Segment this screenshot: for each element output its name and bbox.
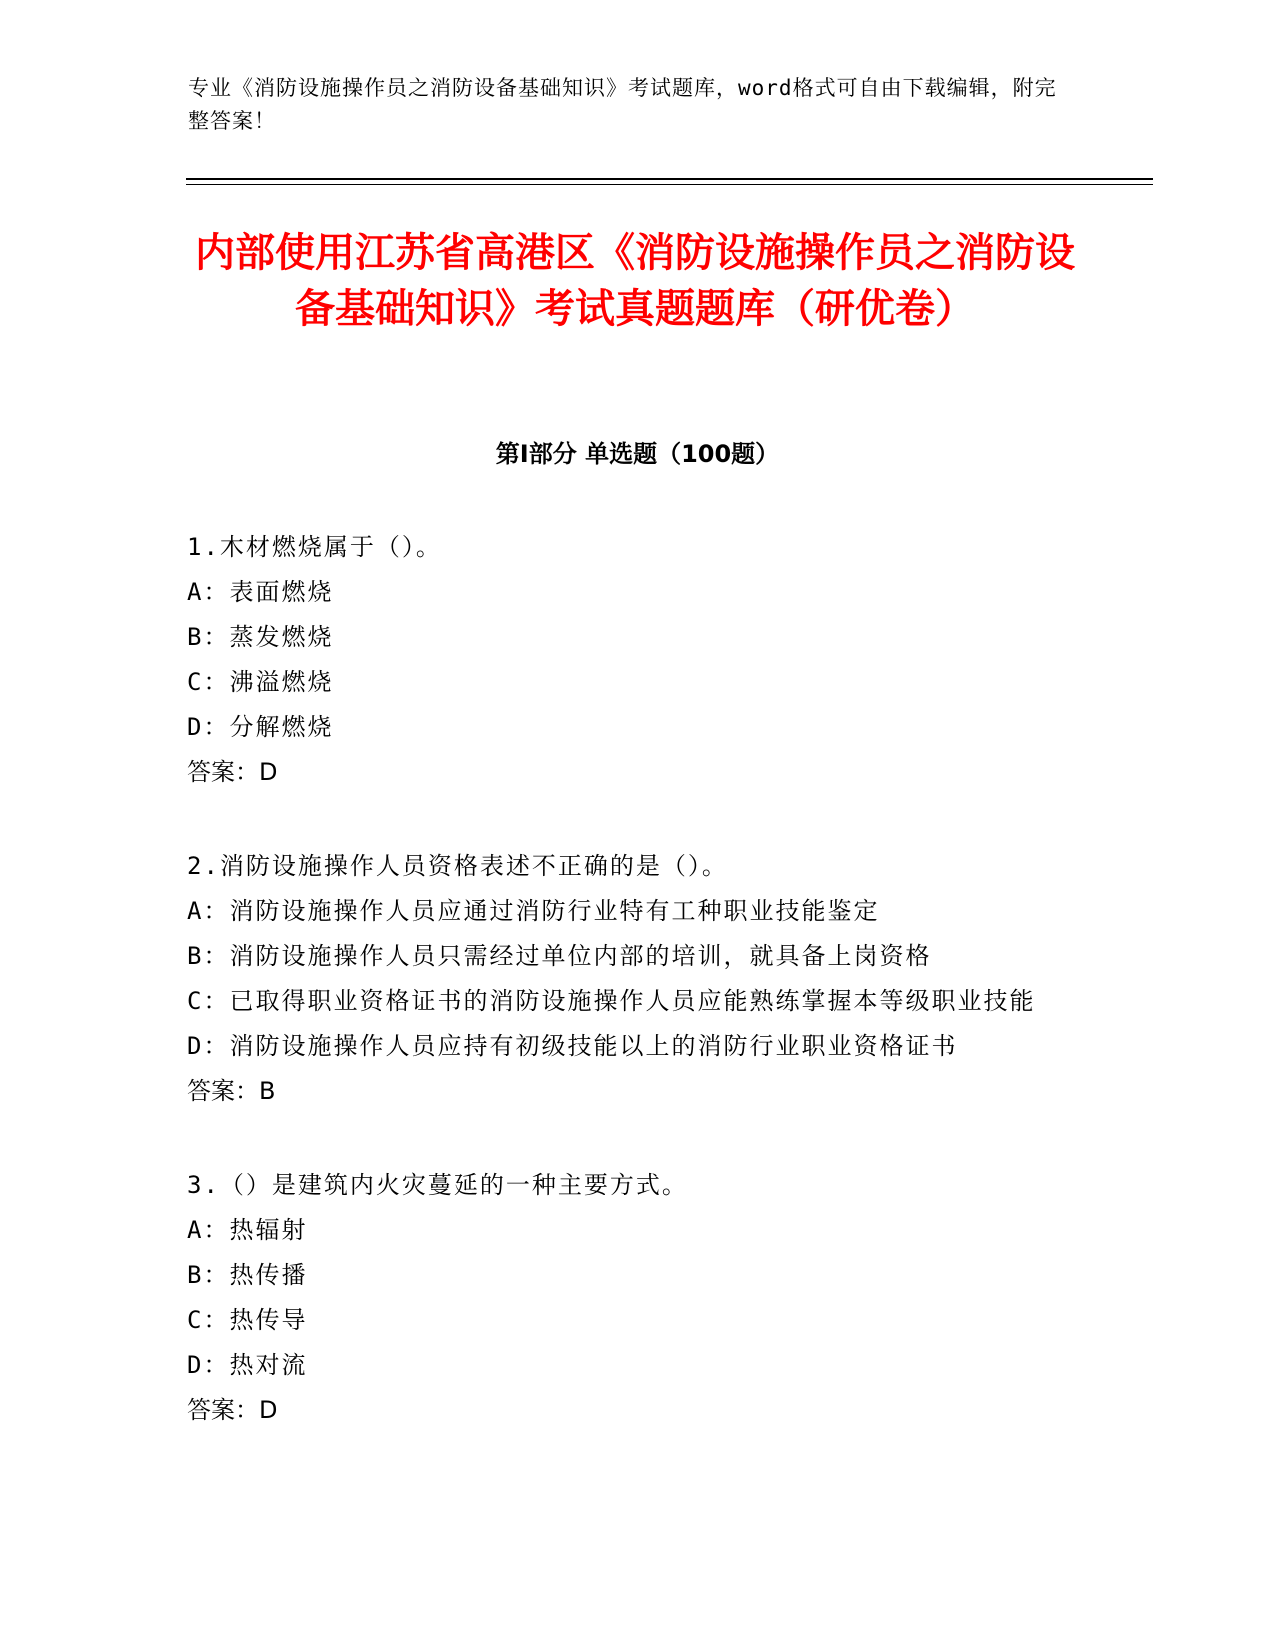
- question-stem: 1.木材燃烧属于（）。: [187, 533, 442, 561]
- option-d: D：分解燃烧: [187, 713, 334, 741]
- option-c: C：沸溢燃烧: [187, 668, 334, 696]
- question-3: [187, 1163, 1077, 1433]
- option-d: D：热对流: [187, 1351, 308, 1379]
- answer: 答案：D: [187, 1396, 278, 1424]
- option-a: A：表面燃烧: [187, 578, 334, 606]
- answer: 答案：D: [187, 758, 278, 786]
- option-b: B：消防设施操作人员只需经过单位内部的培训，就具备上岗资格: [187, 942, 932, 970]
- option-b: B：热传播: [187, 1261, 308, 1289]
- question-2: [187, 844, 1077, 1114]
- option-b: B：蒸发燃烧: [187, 623, 334, 651]
- header-divider-thin: [186, 184, 1153, 185]
- option-c: C：热传导: [187, 1306, 308, 1334]
- section-heading: 第I部分 单选题（100题）: [495, 440, 780, 468]
- question-1: [187, 525, 1077, 795]
- document-title: 内部使用江苏省高港区《消防设施操作员之消防设备基础知识》考试真题题库（研优卷）: [195, 230, 1075, 332]
- option-c: C：已取得职业资格证书的消防设施操作人员应能熟练掌握本等级职业技能: [187, 987, 1036, 1015]
- header-note: 专业《消防设施操作员之消防设备基础知识》考试题库，word格式可自由下载编辑，附完整答案！: [188, 76, 1057, 133]
- question-list: [187, 525, 1077, 1482]
- option-a: A：热辐射: [187, 1216, 308, 1244]
- question-stem: 3.（）是建筑内火灾蔓延的一种主要方式。: [187, 1171, 688, 1199]
- option-a: A：消防设施操作人员应通过消防行业特有工种职业技能鉴定: [187, 897, 880, 925]
- option-d: D：消防设施操作人员应持有初级技能以上的消防行业职业资格证书: [187, 1032, 958, 1060]
- header-divider-thick: [186, 178, 1153, 180]
- question-stem: 2.消防设施操作人员资格表述不正确的是（）。: [187, 852, 728, 880]
- answer: 答案：B: [187, 1077, 276, 1105]
